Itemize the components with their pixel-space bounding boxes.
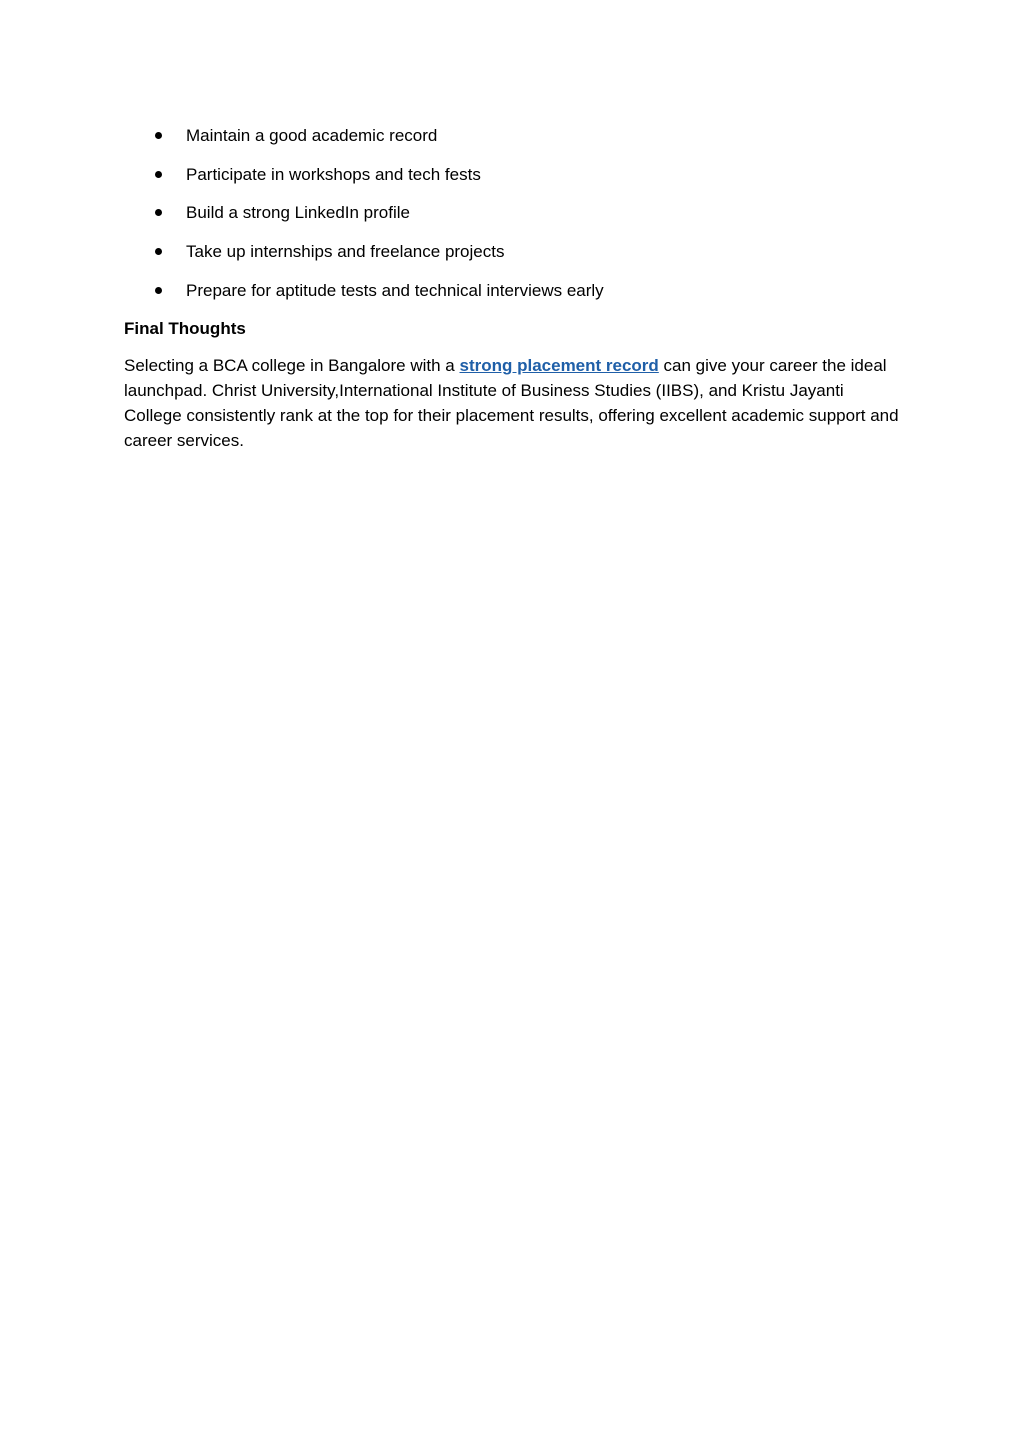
bullet-icon (155, 248, 162, 255)
list-item-text: Take up internships and freelance projects (186, 242, 505, 262)
list-item-text: Prepare for aptitude tests and technical interviews early (186, 280, 604, 300)
section-heading: Final Thoughts (124, 319, 246, 339)
list-item (124, 236, 899, 275)
bullet-icon (155, 287, 162, 294)
bullet-icon (155, 171, 162, 178)
list-item (124, 120, 899, 159)
bullet-icon (155, 132, 162, 139)
list-item (124, 197, 899, 236)
list-item-text: Maintain a good academic record (186, 126, 438, 145)
paragraph-text-after-link: can give your career the ideal launchpad. Christ University,International Institute of Business Studies (IIBS), and Kristu Jayanti College consistently rank at the top for their placement results, offering excellent academic support and career services. (124, 356, 899, 450)
tips-list (124, 120, 899, 313)
paragraph-text-before-link: Selecting a BCA college in Bangalore with a (124, 356, 460, 376)
list-item-text: Build a strong LinkedIn profile (186, 203, 410, 223)
document-page (124, 120, 899, 453)
placement-record-link[interactable]: strong placement record (459, 356, 659, 376)
body-paragraph (124, 351, 899, 453)
bullet-icon (155, 209, 162, 216)
list-item (124, 159, 899, 198)
list-item-text: Participate in workshops and tech fests (186, 164, 481, 184)
list-item (124, 275, 899, 314)
